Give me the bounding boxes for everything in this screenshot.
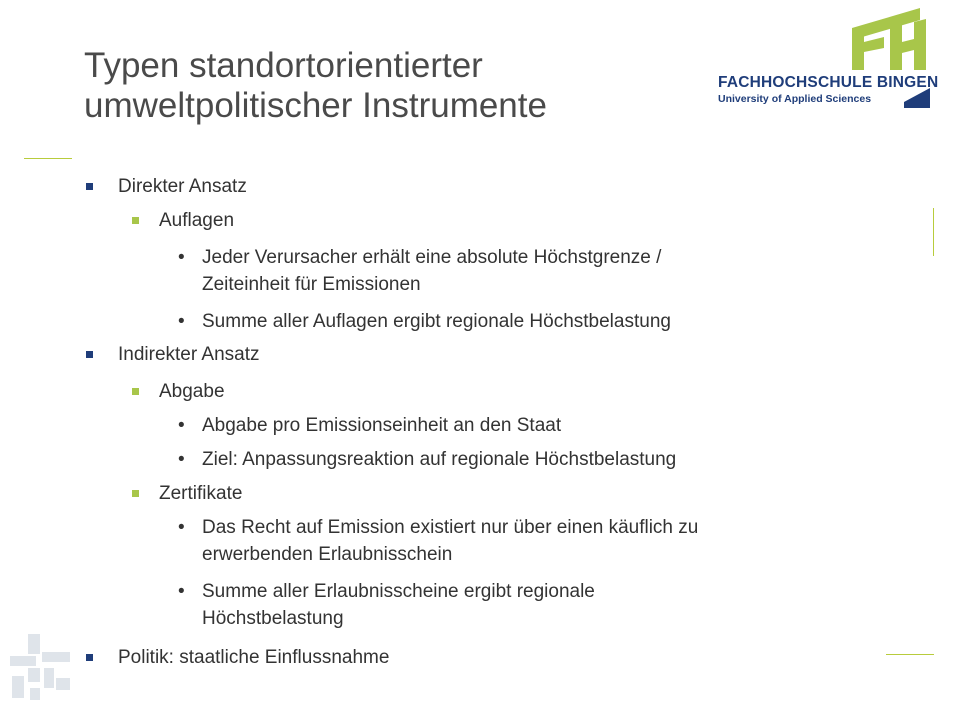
bullet-zertifikate: Zertifikate bbox=[159, 483, 243, 504]
bullet-marker-level3: • bbox=[178, 517, 185, 538]
bullet-marker-level3: • bbox=[178, 247, 185, 268]
bullet-marker-level1 bbox=[86, 654, 93, 661]
decorative-cross-pattern-icon bbox=[8, 632, 74, 700]
bullet-marker-level3: • bbox=[178, 415, 185, 436]
bullet-marker-level3: • bbox=[178, 449, 185, 470]
bullet-zertifikate-point-2-line-1: Summe aller Erlaubnisscheine ergibt regionale bbox=[202, 581, 595, 602]
slide-title bbox=[84, 46, 724, 126]
logo-blue-flag-icon bbox=[904, 68, 934, 108]
bullet-marker-level1 bbox=[86, 351, 93, 358]
bullet-abgabe-point-2: Ziel: Anpassungsreaktion auf regionale Höchstbelastung bbox=[202, 449, 677, 470]
right-accent-rule-vertical bbox=[933, 208, 934, 256]
bullet-zertifikate-point-1-line-2: erwerbenden Erlaubnisschein bbox=[202, 544, 453, 565]
logo-institution-name: FACHHOCHSCHULE BINGEN bbox=[718, 74, 939, 91]
bullet-zertifikate-point-2-line-2: Höchstbelastung bbox=[202, 608, 344, 629]
bullet-auflagen-point-2: Summe aller Auflagen ergibt regionale Höchstbelastung bbox=[202, 311, 671, 332]
slide-title-line-1: Typen standortorientierter bbox=[84, 46, 483, 85]
bullet-abgabe: Abgabe bbox=[159, 381, 225, 402]
logo-institution-subtitle: University of Applied Sciences bbox=[718, 93, 872, 105]
left-accent-rule bbox=[24, 158, 72, 159]
bullet-abgabe-point-1: Abgabe pro Emissionseinheit an den Staat bbox=[202, 415, 562, 436]
slide-title-line-2: umweltpolitischer Instrumente bbox=[84, 86, 547, 125]
fh-logo-mark bbox=[846, 6, 932, 72]
fh-bingen-logo bbox=[716, 6, 939, 110]
bullet-auflagen-point-1-line-2: Zeiteinheit für Emissionen bbox=[202, 274, 421, 295]
bullet-marker-level3: • bbox=[178, 311, 185, 332]
bullet-marker-level2 bbox=[132, 490, 139, 497]
bullet-direkter-ansatz: Direkter Ansatz bbox=[118, 176, 247, 197]
bullet-auflagen: Auflagen bbox=[159, 210, 235, 231]
bullet-indirekter-ansatz: Indirekter Ansatz bbox=[118, 344, 260, 365]
bullet-zertifikate-point-1-line-1: Das Recht auf Emission existiert nur über einen käuflich zu bbox=[202, 517, 699, 538]
bullet-marker-level2 bbox=[132, 388, 139, 395]
bullet-marker-level3: • bbox=[178, 581, 185, 602]
bullet-auflagen-point-1-line-1: Jeder Verursacher erhält eine absolute Höchstgrenze / bbox=[202, 247, 662, 268]
bullet-marker-level1 bbox=[86, 183, 93, 190]
bullet-politik: Politik: staatliche Einflussnahme bbox=[118, 647, 390, 668]
right-accent-rule-horizontal bbox=[886, 654, 934, 655]
bullet-marker-level2 bbox=[132, 217, 139, 224]
